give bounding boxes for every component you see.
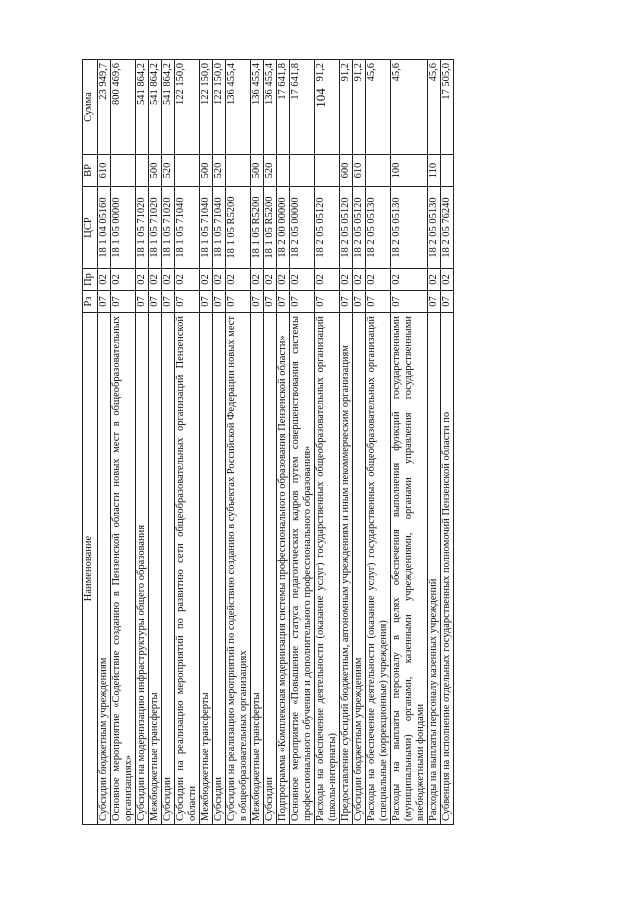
cell-name: Субсидии бюджетным учреждениям bbox=[353, 313, 366, 825]
table-row bbox=[111, 60, 136, 825]
cell-csr: 18 1 05 71040 bbox=[175, 187, 200, 269]
table-row bbox=[162, 60, 175, 825]
cell-sum: 17 505,0 bbox=[441, 60, 454, 155]
cell-sum: 136 455,4 bbox=[264, 60, 277, 155]
cell-sum: 541 864,2 bbox=[162, 60, 175, 155]
cell-rz: 07 bbox=[175, 291, 200, 313]
cell-pr: 02 bbox=[162, 269, 175, 291]
cell-pr: 02 bbox=[111, 269, 136, 291]
cell-csr: 18 1 05 00000 bbox=[111, 187, 136, 269]
table-row bbox=[353, 60, 366, 825]
cell-csr: 18 1 04 05160 bbox=[98, 187, 111, 269]
header-csr: ЦСР bbox=[83, 187, 98, 269]
cell-pr: 02 bbox=[290, 269, 315, 291]
cell-name: Расходы на обеспечение деятельности (оказание услуг) государственных общеобразовательных организаций (школы-интернаты) bbox=[315, 313, 340, 825]
cell-pr: 02 bbox=[136, 269, 149, 291]
cell-vr bbox=[366, 155, 391, 187]
table-row bbox=[213, 60, 226, 825]
cell-rz: 07 bbox=[290, 291, 315, 313]
cell-csr: 18 1 05 R5200 bbox=[226, 187, 251, 269]
cell-csr: 18 1 05 71040 bbox=[213, 187, 226, 269]
cell-sum: 91,2 bbox=[340, 60, 353, 155]
cell-vr bbox=[175, 155, 200, 187]
cell-pr: 02 bbox=[315, 269, 340, 291]
cell-pr: 02 bbox=[441, 269, 454, 291]
cell-pr: 02 bbox=[149, 269, 162, 291]
cell-pr: 02 bbox=[226, 269, 251, 291]
cell-rz: 07 bbox=[353, 291, 366, 313]
cell-sum: 91,2 bbox=[353, 60, 366, 155]
cell-csr: 18 1 05 R5200 bbox=[251, 187, 264, 269]
cell-csr: 18 1 05 71020 bbox=[162, 187, 175, 269]
cell-vr: 520 bbox=[162, 155, 175, 187]
cell-sum: 136 455,4 bbox=[251, 60, 264, 155]
cell-rz: 07 bbox=[441, 291, 454, 313]
cell-vr bbox=[136, 155, 149, 187]
cell-csr: 18 2 00 00000 bbox=[277, 187, 290, 269]
cell-sum: 122 150,0 bbox=[200, 60, 213, 155]
cell-sum: 45,6 bbox=[366, 60, 391, 155]
cell-pr: 02 bbox=[428, 269, 441, 291]
cell-pr: 02 bbox=[213, 269, 226, 291]
table-row bbox=[315, 60, 340, 825]
cell-name: Субсидии bbox=[213, 313, 226, 825]
cell-vr: 110 bbox=[428, 155, 441, 187]
cell-csr: 18 1 05 71020 bbox=[149, 187, 162, 269]
cell-pr: 02 bbox=[251, 269, 264, 291]
budget-table bbox=[82, 59, 454, 825]
cell-rz: 07 bbox=[340, 291, 353, 313]
cell-sum: 45,6 bbox=[428, 60, 441, 155]
cell-vr: 500 bbox=[149, 155, 162, 187]
cell-rz: 07 bbox=[136, 291, 149, 313]
cell-csr: 18 2 05 05120 bbox=[315, 187, 340, 269]
cell-vr: 600 bbox=[340, 155, 353, 187]
cell-rz: 07 bbox=[277, 291, 290, 313]
cell-name: Межбюджетные трансферты bbox=[200, 313, 213, 825]
cell-name: Расходы на обеспечение деятельности (оказание услуг) государственных общеобразовательных организаций (специальные (коррекционные) учреждения) bbox=[366, 313, 391, 825]
cell-csr: 18 2 05 05120 bbox=[353, 187, 366, 269]
cell-name: Субсидии бюджетным учреждениям bbox=[98, 313, 111, 825]
cell-sum: 122 150,0 bbox=[213, 60, 226, 155]
cell-csr: 18 1 05 71040 bbox=[200, 187, 213, 269]
cell-vr: 520 bbox=[213, 155, 226, 187]
cell-csr: 18 1 05 71020 bbox=[136, 187, 149, 269]
cell-rz: 07 bbox=[200, 291, 213, 313]
cell-vr bbox=[226, 155, 251, 187]
cell-csr: 18 1 05 R5200 bbox=[264, 187, 277, 269]
cell-pr: 02 bbox=[98, 269, 111, 291]
cell-name: Расходы на выплаты персоналу казенных учреждений bbox=[428, 313, 441, 825]
cell-name: Расходы на выплаты персоналу в целях обеспечения выполнения функций государственными (муниципальными) органами, казенными учреждениями, органами управления государственными внебюджетными фондами bbox=[391, 313, 428, 825]
table-row bbox=[175, 60, 200, 825]
cell-sum: 45,6 bbox=[391, 60, 428, 155]
table-row bbox=[277, 60, 290, 825]
cell-sum: 17 641,8 bbox=[290, 60, 315, 155]
cell-name: Субсидии на реализацию мероприятий по развитию сети общеобразовательных организаций Пензенской области bbox=[175, 313, 200, 825]
cell-name: Субвенция на исполнение отдельных государственных полномочий Пензенской области по bbox=[441, 313, 454, 825]
cell-sum: 541 864,2 bbox=[149, 60, 162, 155]
cell-rz: 07 bbox=[149, 291, 162, 313]
cell-csr: 18 2 05 05130 bbox=[366, 187, 391, 269]
rotated-page-content bbox=[82, 60, 582, 825]
table-row bbox=[428, 60, 441, 825]
cell-vr bbox=[290, 155, 315, 187]
cell-name: Субсидии bbox=[264, 313, 277, 825]
table-row bbox=[226, 60, 251, 825]
cell-csr: 18 2 05 76240 bbox=[441, 187, 454, 269]
cell-rz: 07 bbox=[98, 291, 111, 313]
cell-name: Субсидии на реализацию мероприятий по содействию созданию в субъектах Российской Федерации новых мест в общеобразовательных организациях bbox=[226, 313, 251, 825]
cell-rz: 07 bbox=[428, 291, 441, 313]
cell-pr: 02 bbox=[366, 269, 391, 291]
cell-pr: 02 bbox=[277, 269, 290, 291]
cell-name: Межбюджетные трансферты bbox=[251, 313, 264, 825]
cell-csr: 18 2 05 05120 bbox=[340, 187, 353, 269]
table-row bbox=[264, 60, 277, 825]
cell-vr bbox=[315, 155, 340, 187]
cell-pr: 02 bbox=[175, 269, 200, 291]
cell-rz: 07 bbox=[213, 291, 226, 313]
cell-vr: 100 bbox=[391, 155, 428, 187]
cell-vr: 610 bbox=[98, 155, 111, 187]
cell-vr: 610 bbox=[353, 155, 366, 187]
header-pr: Пр bbox=[83, 269, 98, 291]
cell-vr: 500 bbox=[200, 155, 213, 187]
page-number: 104 bbox=[313, 88, 328, 108]
table-row bbox=[98, 60, 111, 825]
cell-pr: 02 bbox=[353, 269, 366, 291]
table-row bbox=[366, 60, 391, 825]
table-row bbox=[290, 60, 315, 825]
cell-pr: 02 bbox=[340, 269, 353, 291]
cell-name: Субсидии на модернизацию инфраструктуры общего образования bbox=[136, 313, 149, 825]
table-row bbox=[136, 60, 149, 825]
cell-sum: 122 150,0 bbox=[175, 60, 200, 155]
table-row bbox=[200, 60, 213, 825]
cell-rz: 07 bbox=[251, 291, 264, 313]
cell-sum: 91,2 bbox=[315, 60, 340, 155]
cell-vr bbox=[441, 155, 454, 187]
cell-rz: 07 bbox=[226, 291, 251, 313]
cell-sum: 800 469,6 bbox=[111, 60, 136, 155]
cell-rz: 07 bbox=[111, 291, 136, 313]
cell-csr: 18 2 05 05130 bbox=[391, 187, 428, 269]
cell-vr bbox=[111, 155, 136, 187]
cell-sum: 17 641,8 bbox=[277, 60, 290, 155]
cell-name: Предоставление субсидий бюджетным, автономным учреждениям и иным некоммерческим организациям bbox=[340, 313, 353, 825]
table-row bbox=[391, 60, 428, 825]
table-row bbox=[340, 60, 353, 825]
cell-rz: 07 bbox=[366, 291, 391, 313]
cell-name: Основное мероприятие «Содействие созданию в Пензенской области новых мест в общеобразовательных организациях» bbox=[111, 313, 136, 825]
cell-name: Субсидии bbox=[162, 313, 175, 825]
cell-pr: 02 bbox=[200, 269, 213, 291]
header-sum: Сумма bbox=[83, 60, 98, 155]
cell-sum: 136 455,4 bbox=[226, 60, 251, 155]
cell-name: Межбюджетные трансферты bbox=[149, 313, 162, 825]
cell-vr: 500 bbox=[251, 155, 264, 187]
cell-csr: 18 2 05 00000 bbox=[290, 187, 315, 269]
cell-sum: 541 864,2 bbox=[136, 60, 149, 155]
table-row bbox=[251, 60, 264, 825]
table-row bbox=[441, 60, 454, 825]
rotated-table-container bbox=[82, 60, 582, 825]
cell-rz: 07 bbox=[391, 291, 428, 313]
cell-csr: 18 2 05 05130 bbox=[428, 187, 441, 269]
header-name: Наименование bbox=[83, 313, 98, 825]
cell-rz: 07 bbox=[162, 291, 175, 313]
cell-rz: 07 bbox=[264, 291, 277, 313]
table-header-row bbox=[83, 60, 98, 825]
cell-name: Подпрограмма «Комплексная модернизация системы профессионального образования Пензенской области» bbox=[277, 313, 290, 825]
cell-vr: 520 bbox=[264, 155, 277, 187]
cell-rz: 07 bbox=[315, 291, 340, 313]
header-vr: ВР bbox=[83, 155, 98, 187]
cell-pr: 02 bbox=[391, 269, 428, 291]
header-rz: Рз bbox=[83, 291, 98, 313]
cell-pr: 02 bbox=[264, 269, 277, 291]
cell-sum: 23 949,7 bbox=[98, 60, 111, 155]
table-row bbox=[149, 60, 162, 825]
cell-name: Основное мероприятие «Повышение статуса педагогических кадров путем совершенствования системы профессионального обучения и дополнительного профессионального образования» bbox=[290, 313, 315, 825]
cell-vr bbox=[277, 155, 290, 187]
